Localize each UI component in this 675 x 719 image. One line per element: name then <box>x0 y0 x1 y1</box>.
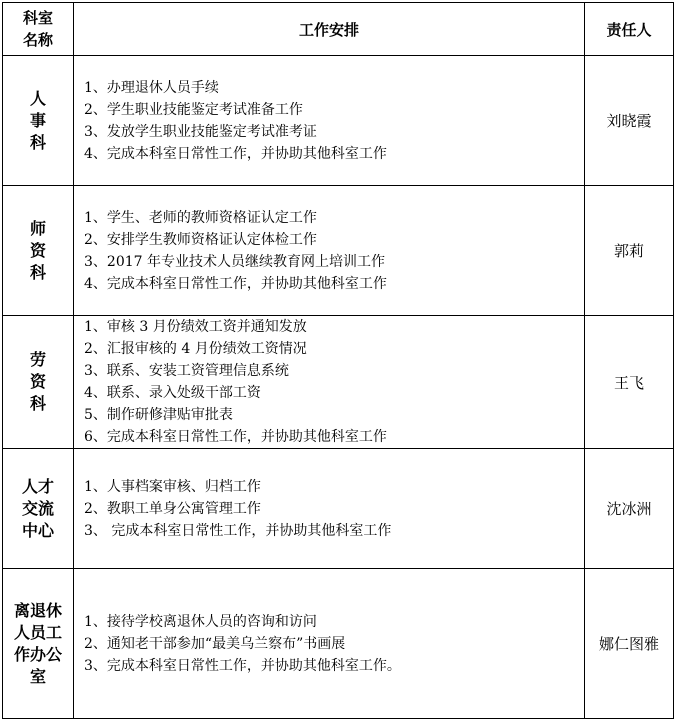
task-item: 1、办理退休人员手续 <box>84 79 219 96</box>
table-row <box>3 449 674 569</box>
dept-name-line: 离退休 <box>13 600 62 620</box>
dept-name-line: 资 <box>29 240 46 260</box>
dept-name-line: 人 <box>29 88 46 108</box>
dept-name-line: 交流 <box>21 498 54 518</box>
dept-name-line: 科 <box>29 132 46 152</box>
task-item: 2、通知老干部参加“最美乌兰察布”书画展 <box>84 635 346 652</box>
header-dept-line: 科室 <box>22 9 53 27</box>
header-tasks: 工作安排 <box>74 3 585 56</box>
task-item: 4、完成本科室日常性工作，并协助其他科室工作 <box>84 145 387 162</box>
person-cell: 刘晓霞 <box>585 56 674 186</box>
dept-name-line: 室 <box>29 666 46 686</box>
dept-name-line: 人才 <box>21 476 54 496</box>
table-row <box>3 56 674 186</box>
tasks-cell <box>74 56 585 186</box>
tasks-cell <box>74 186 585 316</box>
dept-cell <box>3 569 74 719</box>
header-row <box>3 3 674 56</box>
dept-name-line: 科 <box>29 394 46 413</box>
dept-name-line: 中心 <box>21 520 54 540</box>
person-cell: 王飞 <box>585 316 674 449</box>
task-item: 3、 完成本科室日常性工作，并协助其他科室工作 <box>84 522 392 539</box>
work-schedule-table <box>2 2 674 719</box>
task-item: 3、联系、安装工资管理信息系统 <box>84 363 289 379</box>
dept-cell <box>3 449 74 569</box>
task-item: 5、制作研修津贴审批表 <box>84 407 233 423</box>
dept-name-line: 人员工 <box>13 622 62 642</box>
dept-name-line: 作办公 <box>13 644 62 664</box>
table-row <box>3 569 674 719</box>
task-item: 3、发放学生职业技能鉴定考试准考证 <box>84 123 317 140</box>
header-dept <box>3 3 74 56</box>
person-cell: 娜仁图雅 <box>585 569 674 719</box>
task-item: 2、教职工单身公寓管理工作 <box>84 500 261 517</box>
task-item: 2、汇报审核的 4 月份绩效工资情况 <box>84 341 307 357</box>
dept-name-line: 劳 <box>29 350 46 369</box>
dept-name-line: 科 <box>29 262 46 282</box>
task-item: 4、联系、录入处级干部工资 <box>84 385 261 401</box>
task-item: 3、2017 年专业技术人员继续教育网上培训工作 <box>84 253 385 270</box>
task-item: 4、完成本科室日常性工作，并协助其他科室工作 <box>84 275 387 292</box>
person-cell: 沈冰洲 <box>585 449 674 569</box>
header-dept-line: 名称 <box>22 31 53 49</box>
task-item: 6、完成本科室日常性工作，并协助其他科室工作 <box>84 429 387 445</box>
person-cell: 郭莉 <box>585 186 674 316</box>
tasks-cell <box>74 449 585 569</box>
task-item: 3、完成本科室日常性工作，并协助其他科室工作。 <box>84 657 401 674</box>
table-row <box>3 316 674 449</box>
table-row <box>3 186 674 316</box>
dept-cell <box>3 186 74 316</box>
task-item: 1、人事档案审核、归档工作 <box>84 478 261 495</box>
dept-cell <box>3 316 74 449</box>
dept-name-line: 事 <box>29 110 46 130</box>
task-item: 2、学生职业技能鉴定考试准备工作 <box>84 101 303 118</box>
dept-name-line: 资 <box>29 372 46 391</box>
dept-cell <box>3 56 74 186</box>
dept-name-line: 师 <box>29 218 46 238</box>
tasks-cell <box>74 569 585 719</box>
header-person: 责任人 <box>585 3 674 56</box>
task-item: 1、学生、老师的教师资格证认定工作 <box>84 209 317 226</box>
tasks-cell <box>74 316 585 449</box>
task-item: 2、安排学生教师资格证认定体检工作 <box>84 231 317 248</box>
task-item: 1、接待学校离退休人员的咨询和访问 <box>84 613 317 630</box>
task-item: 1、审核 3 月份绩效工资并通知发放 <box>84 319 307 335</box>
